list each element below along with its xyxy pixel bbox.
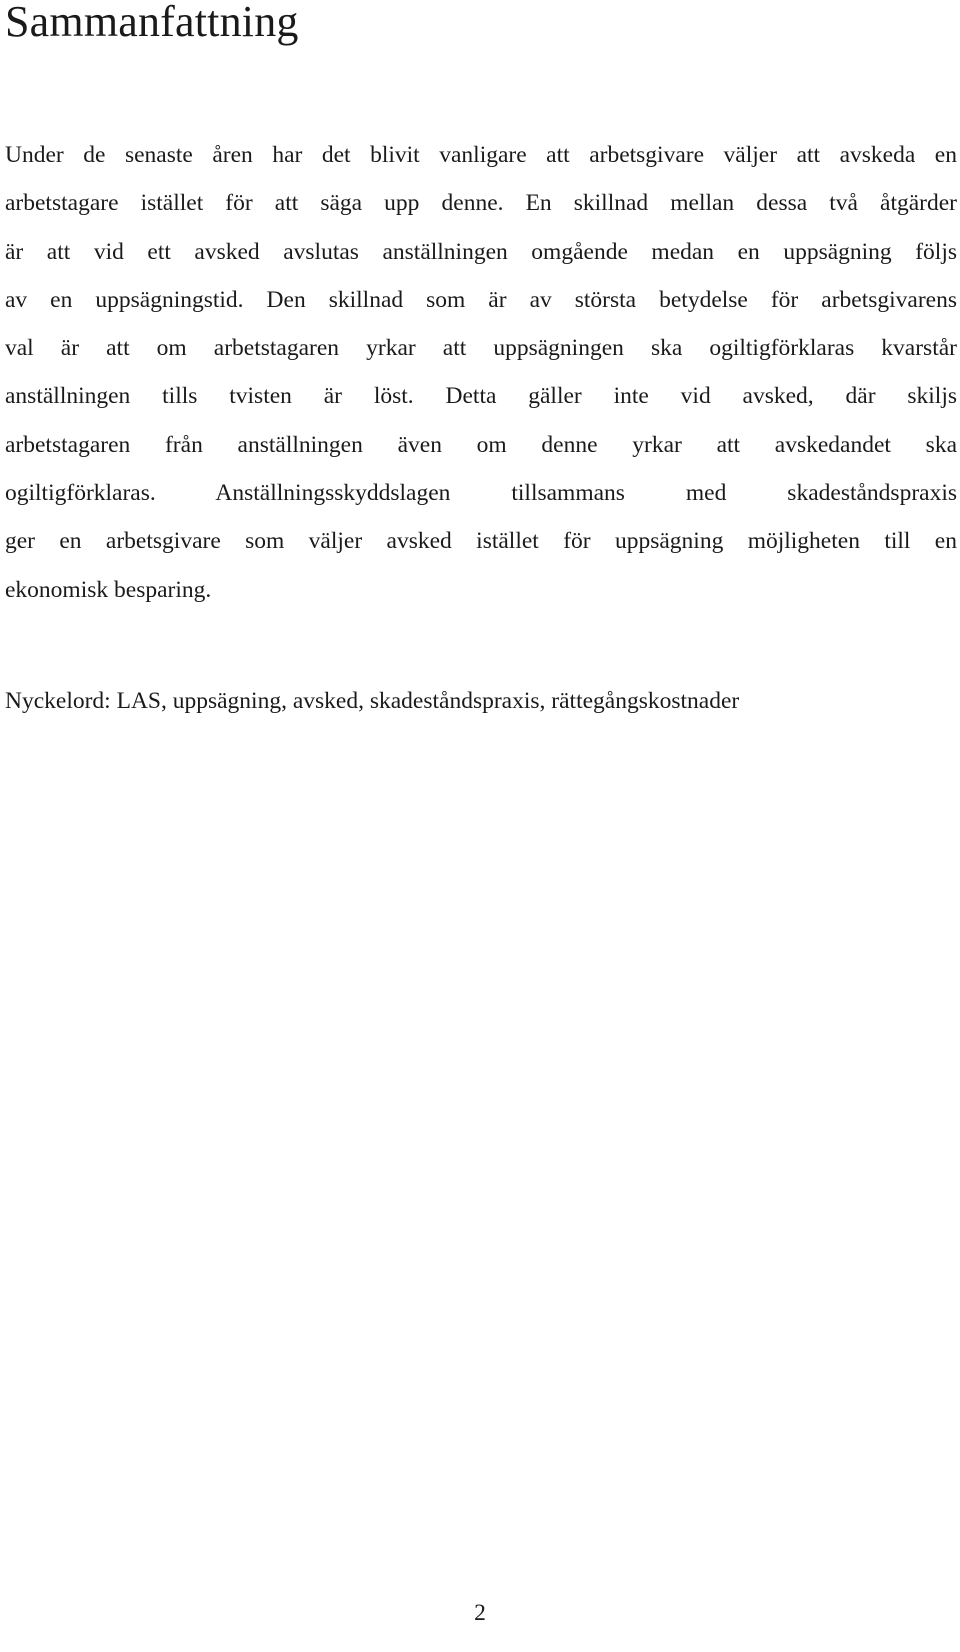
keywords-line: Nyckelord: LAS, uppsägning, avsked, skadeståndspraxis, rättegångskostnader — [5, 688, 740, 714]
abstract-paragraph — [5, 131, 957, 614]
page-title: Sammanfattning — [5, 0, 299, 46]
abstract-line: ogiltigförklaras. Anställningsskyddslagen tillsammans med skadeståndspraxis — [5, 480, 957, 507]
abstract-line: anställningen tills tvisten är löst. Detta gäller inte vid avsked, där skiljs — [5, 383, 957, 410]
abstract-line: val är att om arbetstagaren yrkar att uppsägningen ska ogiltigförklaras kvarstår — [5, 335, 957, 362]
abstract-line: Under de senaste åren har det blivit vanligare att arbetsgivare väljer att avskeda en — [5, 142, 957, 168]
abstract-line: är att vid ett avsked avslutas anställningen omgående medan en uppsägning följs — [5, 238, 957, 265]
abstract-line: ekonomisk besparing. — [5, 576, 212, 603]
page-number: 2 — [474, 1600, 486, 1626]
abstract-line: ger en arbetsgivare som väljer avsked istället för uppsägning möjligheten till en — [5, 528, 957, 555]
abstract-line: arbetstagaren från anställningen även om denne yrkar att avskedandet ska — [5, 431, 957, 458]
abstract-line: av en uppsägningstid. Den skillnad som är av största betydelse för arbetsgivarens — [5, 286, 957, 313]
abstract-line: arbetstagare istället för att säga upp denne. En skillnad mellan dessa två åtgärder — [5, 190, 957, 217]
